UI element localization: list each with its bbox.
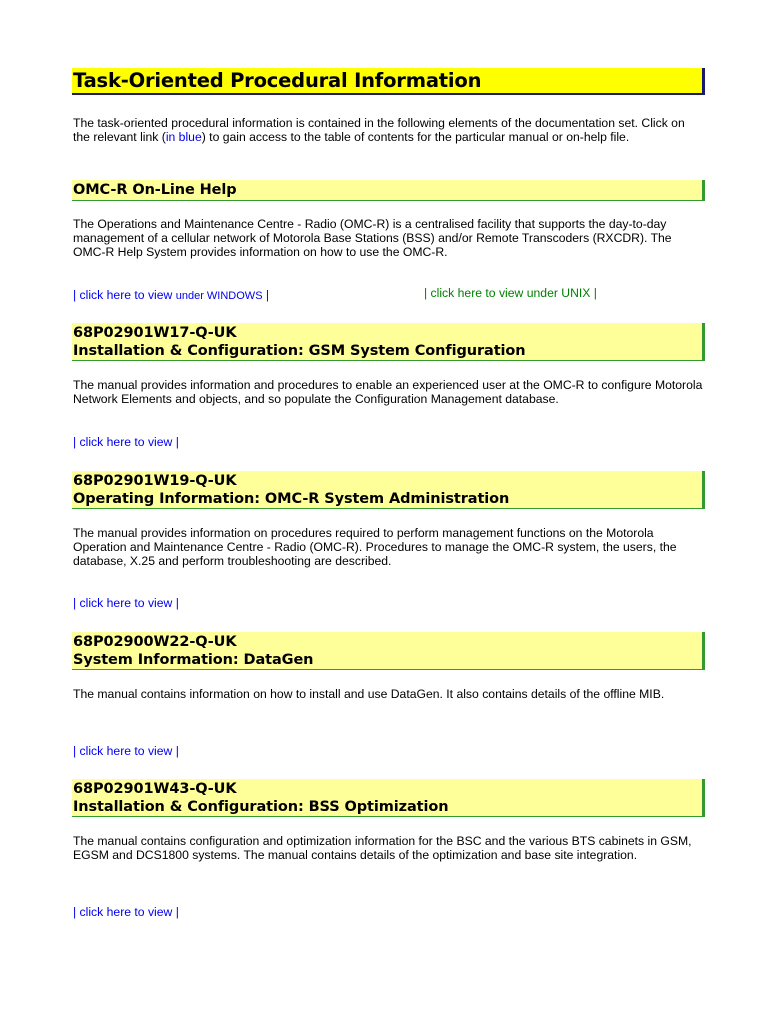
link-windows-under: under WINDOWS [175, 290, 263, 302]
manual-4-description: The manual contains configuration and optimization information for the BSC and the various BTS cabinets in GSM, EGSM and DCS1800 systems. The manual contains details of the optimization and base site integration. [73, 834, 692, 862]
intro-highlight: in blue [165, 130, 202, 144]
link-view-unix[interactable]: | click here to view under UNIX | [424, 286, 597, 300]
manual-title: System Information: DataGen [73, 652, 314, 668]
manual-title: Operating Information: OMC-R System Administration [73, 491, 510, 507]
intro-paragraph [73, 116, 703, 144]
section-header-omc-help [72, 180, 705, 201]
link-windows-suffix: | [262, 288, 270, 302]
manual-title: Installation & Configuration: GSM System Configuration [73, 343, 526, 359]
manual-code: 68P02901W19-Q-UK [73, 473, 237, 489]
manual-2-description: The manual provides information on procedures required to perform management functions on the Motorola Operation and Maintenance Centre - Radio (OMC-R). Procedures to manage the OMC-R system, the users, the database, X.25 and perform troubleshooting are described. [73, 526, 677, 568]
page-title-bar [72, 68, 705, 95]
section-header-manual-1 [72, 323, 705, 361]
manual-1-description: The manual provides information and procedures to enable an experienced user at the OMC-R to configure Motorola Network Elements and objects, and so populate the Configuration Management database. [73, 378, 703, 406]
manual-code: 68P02901W43-Q-UK [73, 781, 237, 797]
section-header-manual-4 [72, 779, 705, 817]
intro-text-after: ) to gain access to the table of contents for the particular manual or on-help file. [201, 130, 630, 144]
page-title: Task-Oriented Procedural Information [73, 69, 482, 92]
link-view-manual-2[interactable]: | click here to view | [73, 596, 179, 610]
intro-text-before: The task-oriented procedural information is contained in the following elements of the documentation set. Click on the relevant link ( [73, 116, 685, 144]
section-header-manual-2 [72, 471, 705, 509]
section-header-manual-3 [72, 632, 705, 670]
section-heading: OMC-R On-Line Help [73, 182, 237, 198]
link-view-manual-1[interactable]: | click here to view | [73, 435, 179, 449]
link-windows-prefix: | click here to view [73, 288, 176, 302]
omc-help-description: The Operations and Maintenance Centre - Radio (OMC-R) is a centralised facility that supports the day-to-day management of a cellular network of Motorola Base Stations (BSS) and/or Remote Transcoders (RXCDR). The OMC-R Help System provides information on how to use the OMC-R. [73, 217, 672, 259]
link-view-manual-4[interactable]: | click here to view | [73, 905, 179, 919]
link-view-manual-3[interactable]: | click here to view | [73, 744, 179, 758]
manual-3-description: The manual contains information on how to install and use DataGen. It also contains details of the offline MIB. [73, 687, 665, 701]
link-view-windows[interactable] [73, 288, 269, 303]
manual-title: Installation & Configuration: BSS Optimization [73, 799, 449, 815]
manual-code: 68P02900W22-Q-UK [73, 634, 237, 650]
manual-code: 68P02901W17-Q-UK [73, 325, 237, 341]
